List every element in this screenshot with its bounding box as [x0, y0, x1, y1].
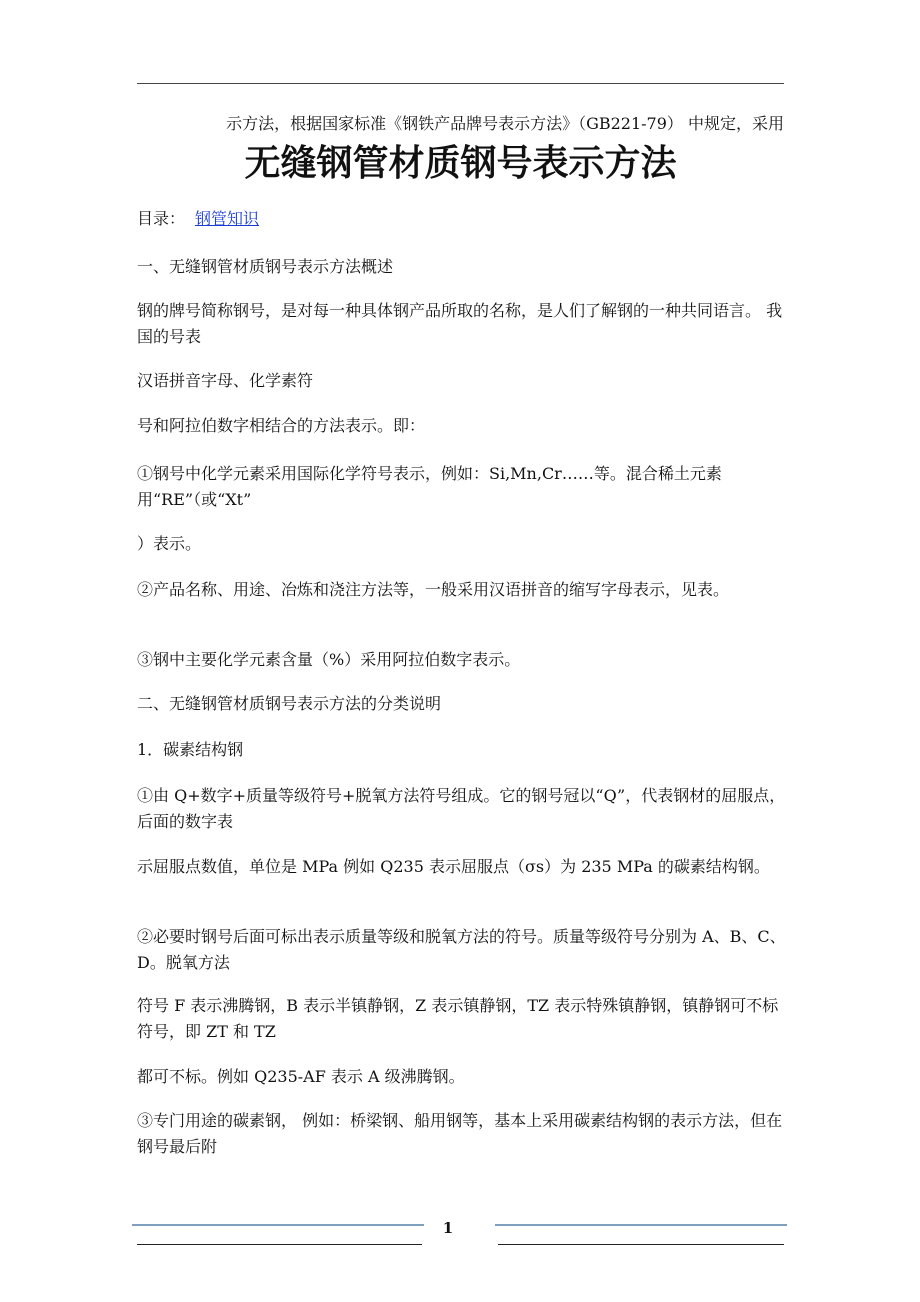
document-title: 无缝钢管材质钢号表示方法 [244, 142, 677, 184]
paragraph: 号和阿拉伯数字相结合的方法表示。即： [137, 416, 426, 435]
page-number: 1 [442, 1219, 454, 1237]
running-header-text: 示方法，根据国家标准《钢铁产品牌号表示方法》（GB221-79） 中规定，采用 [226, 114, 784, 133]
table-of-contents [137, 206, 787, 232]
paragraph: ③专门用途的碳素钢， 例如：桥梁钢、船用钢等，基本上采用碳素结构钢的表示方法，但在钢号最后附 [137, 1111, 783, 1156]
footer-rule-lower-left [137, 1244, 422, 1245]
paragraph: 符号 F 表示沸腾钢，B 表示半镇静钢，Z 表示镇静钢，TZ 表示特殊镇静钢，镇静钢可不标符号，即 ZT 和 TZ [137, 996, 779, 1041]
paragraph: ③钢中主要化学元素含量（%）采用阿拉伯数字表示。 [137, 650, 521, 669]
paragraph: ②必要时钢号后面可标出表示质量等级和脱氧方法的符号。质量等级符号分别为 A、B、C、D。脱氧方法 [137, 927, 786, 972]
toc-link-steel-pipe-knowledge[interactable]: 钢管知识 [195, 209, 260, 228]
paragraph: 示屈服点数值，单位是 MPa 例如 Q235 表示屈服点（σs）为 235 MPa 的碳素结构钢。 [137, 857, 770, 876]
paragraph: ）表示。 [137, 534, 202, 553]
paragraph: 都可不标。例如 Q235-AF 表示 A 级沸腾钢。 [137, 1067, 465, 1086]
toc-label: 目录： [137, 209, 186, 228]
header-rule [137, 83, 784, 84]
paragraph: ①由 Q+数字+质量等级符号+脱氧方法符号组成。它的钢号冠以“Q”，代表钢材的屈服点，后面的数字表 [137, 786, 786, 831]
footer-rule-upper-right [495, 1224, 787, 1226]
paragraph: 汉语拼音字母、化学素符 [137, 371, 314, 390]
paragraph: ②产品名称、用途、冶炼和浇注方法等，一般采用汉语拼音的缩写字母表示，见表。 [137, 580, 730, 599]
section-heading-overview: 一、无缝钢管材质钢号表示方法概述 [137, 257, 394, 276]
section-heading-classification: 二、无缝钢管材质钢号表示方法的分类说明 [137, 694, 442, 713]
subsection-heading: 1．碳素结构钢 [137, 740, 244, 759]
paragraph: 钢的牌号简称钢号，是对每一种具体钢产品所取的名称，是人们了解钢的一种共同语言。 我国的号表 [137, 301, 783, 346]
paragraph: ①钢号中化学元素采用国际化学符号表示，例如：Si,Mn,Cr……等。混合稀土元素用“RE”（或“Xt” [137, 464, 722, 509]
footer-rule-lower-right [498, 1244, 784, 1245]
footer-rule-upper-left [132, 1224, 424, 1226]
